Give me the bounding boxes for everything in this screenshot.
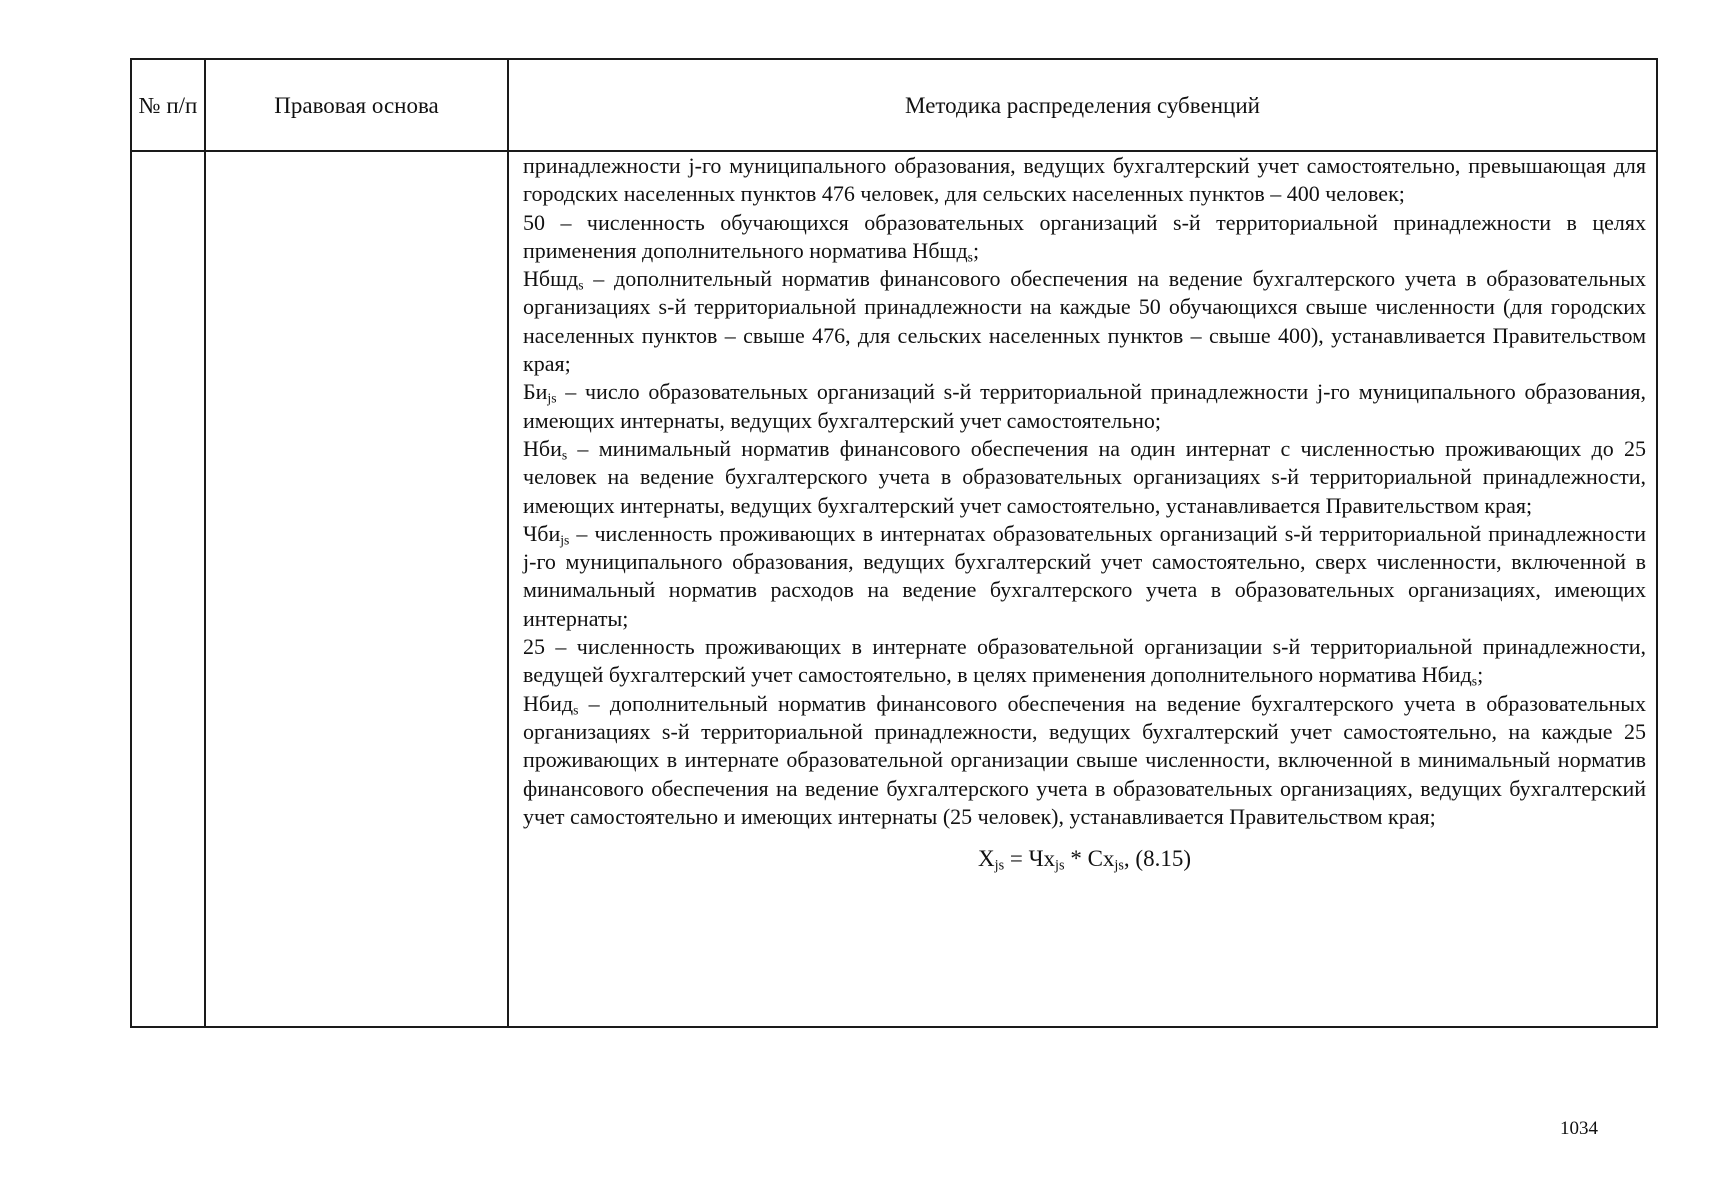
text-fragment: принадлежности j-го муниципального образования, ведущих бухгалтерский учет самостоятельно, превышающая для городских населенных пунктов 476 человек, для сельских населенных пунктов – 400 человек;: [523, 153, 1646, 207]
text-fragment: s: [967, 249, 973, 265]
text-fragment: js: [560, 532, 570, 548]
text-fragment: – дополнительный норматив финансового обеспечения на ведение бухгалтерского учета в образовательных организациях s-й территориальной принадлежности на каждые 50 обучающихся свыше численности (для городских населенных пунктов – свыше 476, для сельских населенных пунктов – свыше 400), устанавливается Правительством края;: [523, 266, 1646, 377]
definition-paragraph: [523, 209, 1646, 266]
text-fragment: s: [578, 277, 584, 293]
definition-paragraph: [523, 690, 1646, 831]
text-fragment: Чби: [523, 520, 561, 546]
page-number: 1034: [1560, 1118, 1598, 1139]
text-fragment: ;: [1477, 662, 1484, 688]
definition-paragraph: [523, 265, 1646, 378]
definition-paragraph: [523, 152, 1646, 209]
text-fragment: – дополнительный норматив финансового обеспечения на ведение бухгалтерского учета в образовательных организациях s-й территориальной принадлежности, ведущих бухгалтерский учет самостоятельно, на каждые 25 проживающих в интернате образовательной организации свыше численности, включенной в минимальный норматив финансового обеспечения на ведение бухгалтерского учета в образовательных организациях, ведущих бухгалтерский учет самостоятельно и имеющих интернаты (25 человек), устанавливается Правительством края;: [523, 690, 1646, 829]
text-fragment: Нбид: [523, 690, 574, 716]
methodology-table: [130, 58, 1658, 1028]
header-legal-basis: Правовая основа: [274, 92, 439, 118]
column-divider-1: [204, 60, 206, 1026]
text-fragment: = Чх: [1004, 846, 1056, 872]
text-fragment: , (8.15): [1123, 846, 1191, 872]
text-fragment: js: [547, 390, 557, 406]
text-fragment: – число образовательных организаций s-й территориальной принадлежности j-го муниципального образования, имеющих интернаты, ведущих бухгалтерский учет самостоятельно;: [523, 379, 1646, 433]
text-fragment: * Сх: [1064, 846, 1115, 872]
definition-paragraph: [523, 520, 1646, 633]
column-divider-2: [507, 60, 509, 1026]
header-number: № п/п: [138, 92, 198, 118]
text-fragment: – численность проживающих в интернатах образовательных организаций s-й территориальной принадлежности j-го муниципального образования, ведущих бухгалтерский учет самостоятельно, сверх численности, включенной в минимальный норматив расходов на ведение бухгалтерского учета в образовательных организациях, имеющих интернаты;: [523, 520, 1646, 631]
text-fragment: 50 – численность обучающихся образовательных организаций s-й территориальной принадлежности в целях применения дополнительного норматива Нбшд: [523, 209, 1646, 263]
definition-paragraph: [523, 633, 1646, 690]
text-fragment: ;: [972, 237, 980, 263]
text-fragment: s: [561, 447, 568, 463]
text-fragment: js: [1114, 857, 1124, 874]
text-fragment: 25 – численность проживающих в интернате образовательной организации s-й территориальной принадлежности, ведущей бухгалтерский учет самостоятельно, в целях применения дополнительного норматива Нбид: [523, 634, 1646, 688]
formula-8-15: [523, 845, 1646, 873]
text-fragment: – минимальный норматив финансового обеспечения на один интернат с численностью проживающих до 25 человек на ведение бухгалтерского учета в образовательных организациях s-й территориальной принадлежности, имеющих интернаты, ведущих бухгалтерский учет самостоятельно, устанавливается Правительством края;: [523, 435, 1646, 518]
header-methodology: Методика распределения субвенций: [905, 92, 1260, 118]
text-fragment: X: [977, 846, 995, 872]
text-fragment: js: [1055, 857, 1065, 874]
methodology-text-cell: [523, 152, 1646, 873]
text-fragment: s: [573, 702, 579, 718]
text-fragment: Нбшд: [523, 266, 579, 292]
text-fragment: js: [994, 857, 1005, 874]
definition-paragraph: [523, 378, 1646, 435]
text-fragment: s: [1471, 673, 1478, 689]
text-fragment: Би: [523, 379, 548, 405]
text-fragment: Нби: [523, 435, 562, 461]
definition-paragraph: [523, 435, 1646, 520]
